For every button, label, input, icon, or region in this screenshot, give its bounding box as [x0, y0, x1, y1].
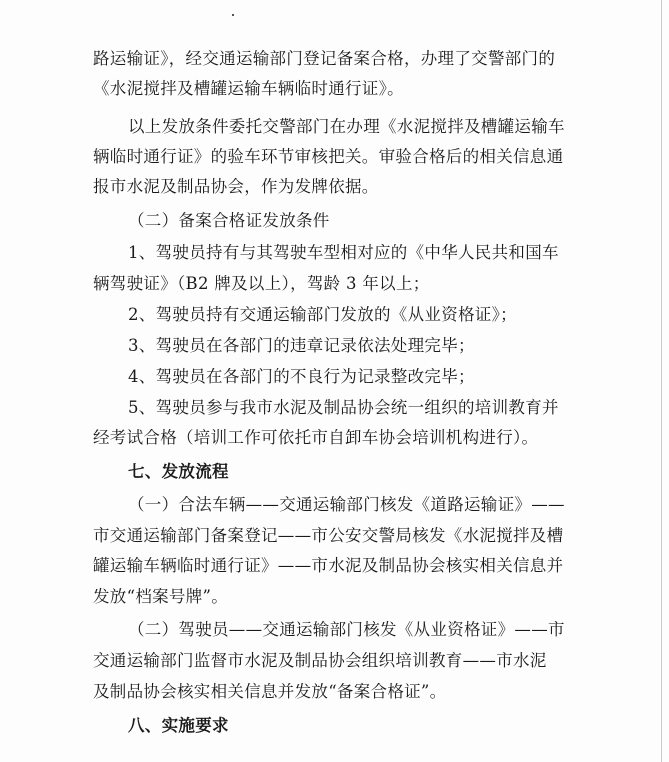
list-item: 2、驾驶员持有交通运输部门发放的《从业资格证》；: [128, 305, 517, 324]
section-subheading: （二）备案合格证发放条件: [128, 211, 330, 230]
list-item: 4、驾驶员在各部门的不良行为记录整改完毕；: [128, 367, 475, 386]
body-line: 以上发放条件委托交警部门在办理《水泥搅拌及槽罐运输车: [128, 117, 565, 136]
body-line: 及制品协会核实相关信息并发放“备案合格证”。: [93, 682, 447, 701]
body-line: 市交通运输部门备案登记——市公安交警局核发《水泥搅拌及槽: [93, 526, 564, 545]
body-line: 路运输证》，经交通运输部门登记备案合格，办理了交警部门的: [93, 49, 556, 68]
body-line: 报市水泥及制品协会，作为发牌依据。: [93, 177, 379, 196]
list-item-continuation: 经考试合格（培训工作可依托市自卸车协会培训机构进行）。: [93, 428, 539, 447]
body-line: 《水泥搅拌及槽罐运输车辆临时通行证》。: [93, 79, 404, 98]
scan-speck: [232, 14, 234, 16]
body-line: （二）驾驶员——交通运输部门核发《从业资格证》——市: [128, 620, 565, 639]
list-item: 5、驾驶员参与我市水泥及制品协会统一组织的培训教育并: [128, 398, 559, 417]
body-line: （一）合法车辆——交通运输部门核发《道路运输证》——: [128, 495, 565, 514]
list-item-continuation: 辆驾驶证》（B2 牌及以上），驾龄 3 年以上；: [93, 274, 430, 293]
page-edge-line: [661, 0, 662, 762]
body-line: 发放“档案号牌”。: [93, 587, 229, 606]
body-line: 交通运输部门监督市水泥及制品协会组织培训教育——市水泥: [93, 651, 547, 670]
body-line: 辆临时通行证》的验车环节审核把关。审验合格后的相关信息通: [93, 147, 564, 166]
section-heading: 七、发放流程: [128, 462, 229, 481]
list-item: 3、驾驶员在各部门的违章记录依法处理完毕；: [128, 336, 475, 355]
list-item: 1、驾驶员持有与其驾驶车型相对应的《中华人民共和国车: [128, 243, 559, 262]
section-heading: 八、实施要求: [128, 716, 229, 735]
body-line: 罐运输车辆临时通行证》——市水泥及制品协会核实相关信息并: [93, 556, 564, 575]
